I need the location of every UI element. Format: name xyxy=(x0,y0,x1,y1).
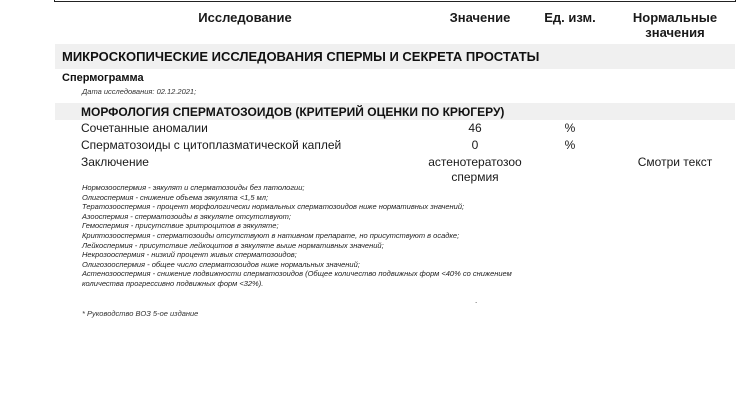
stray-dot: . xyxy=(475,296,478,305)
column-header-unit: Ед. изм. xyxy=(544,10,596,25)
note-line: Некрозооспермия - низкий процент живых сперматозоидов; xyxy=(82,250,297,260)
column-header-value: Значение xyxy=(449,10,511,25)
row-name: Заключение xyxy=(81,155,149,169)
top-frame-border xyxy=(54,0,736,2)
row-name: Сочетанные аномалии xyxy=(81,121,208,135)
note-line: Олигоспермия - снижение объема эякулята <1,5 мл; xyxy=(82,192,269,202)
section-title: МИКРОСКОПИЧЕСКИЕ ИССЛЕДОВАНИЯ СПЕРМЫ И СЕКРЕТА ПРОСТАТЫ xyxy=(55,44,735,69)
note-line: Астенозооспермия - снижение подвижности сперматозоидов (Общее количество подвижных форм <40% со снижением количества прогрессивно подвижных форм <32%). xyxy=(82,269,512,288)
note-line: Лейкоспермия - присутствие лейкоцитов в эякуляте выше нормативных значений; xyxy=(82,240,384,250)
note-line: Тератозооспермия - процент морфологически нормальных сперматозоидов ниже нормативных значений; xyxy=(82,202,465,212)
row-value: 46 xyxy=(468,121,482,135)
notes-block xyxy=(82,183,542,289)
group-title: Спермограмма xyxy=(62,72,144,84)
study-date: Дата исследования: 02.12.2021; xyxy=(82,87,197,96)
subsection-title: МОРФОЛОГИЯ СПЕРМАТОЗОИДОВ (КРИТЕРИЙ ОЦЕНКИ ПО КРЮГЕРУ) xyxy=(55,103,735,120)
footnote: * Руководство ВОЗ 5-ое издание xyxy=(82,309,199,318)
row-unit: % xyxy=(564,138,576,152)
row-name: Сперматозоиды с цитоплазматической каплей xyxy=(81,138,342,152)
row-value: 0 xyxy=(471,138,479,152)
row-value: астенотератозоо спермия xyxy=(428,155,522,184)
note-line: Олигозооспермия - общее число сперматозоидов ниже нормальных значений; xyxy=(82,259,360,269)
note-line: Криптозооспермия - сперматозоиды отсутствуют в нативном препарате, но присутствуют в осадке; xyxy=(82,230,460,240)
note-line: Азооспермия - сперматозоиды в эякуляте отсутствуют; xyxy=(82,211,291,221)
note-line: Гемоспермия - присутствие эритроцитов в эякуляте; xyxy=(82,221,279,231)
column-header-norm: Нормальные значения xyxy=(632,10,718,40)
row-unit: % xyxy=(564,121,576,135)
column-header-study: Исследование xyxy=(198,10,292,25)
row-norm: Смотри текст xyxy=(637,155,713,169)
note-line: Нормозооспермия - эякулят и сперматозоиды без патологии; xyxy=(82,183,305,192)
